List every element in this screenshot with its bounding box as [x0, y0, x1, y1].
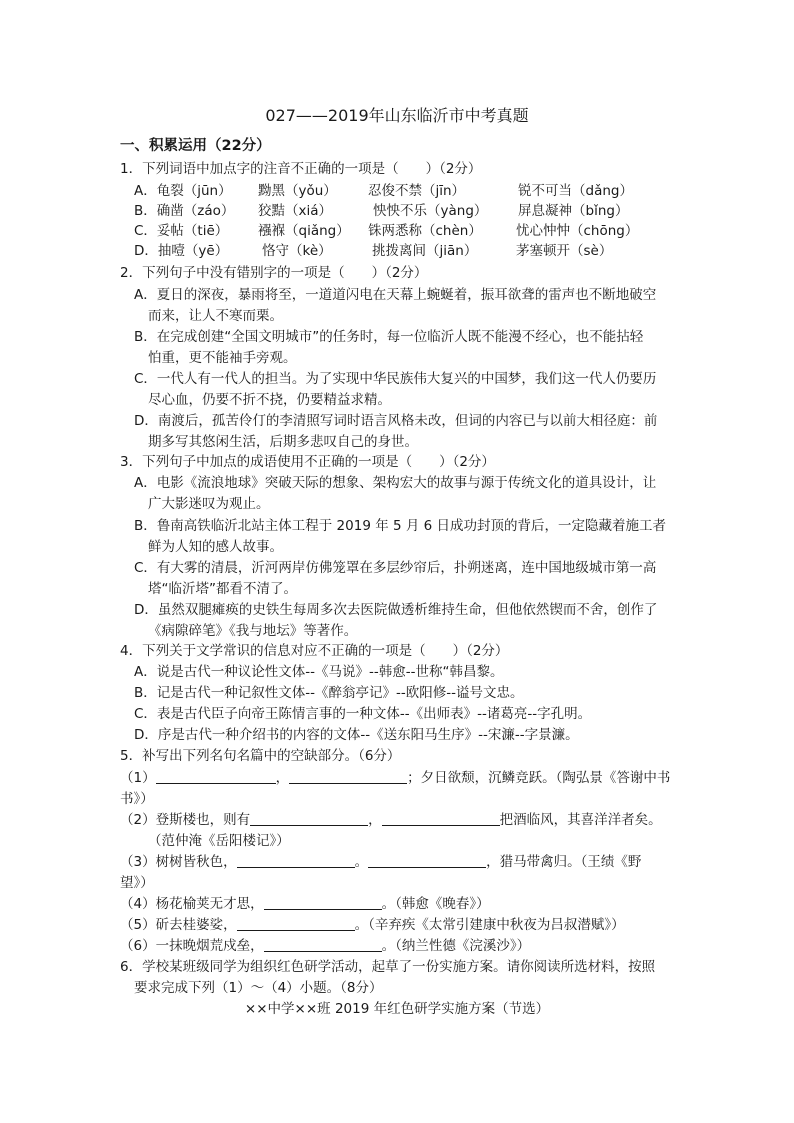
- answer-blank[interactable]: [264, 937, 382, 952]
- q1-option: B．确凿（záo）: [134, 203, 235, 219]
- q5-item-5: （5）斫去桂婆娑， 。（辛弃疾《太常引建康中秋夜为吕叔潜赋》）: [120, 917, 625, 933]
- question-4-stem: 4．下列关于文学常识的信息对应不正确的一项是（ ）（2分）: [120, 643, 509, 659]
- q3-option-d-cont: 《病隙碎笔》《我与地坛》等著作。: [148, 623, 358, 639]
- q2-option-d: D．南渡后，孤苦伶仃的李清照写词时语言风格未改，但词的内容已与以前大相径庭：前: [134, 413, 658, 429]
- question-1-stem: 1．下列词语中加点字的注音不正确的一项是（ ）（2分）: [120, 161, 482, 177]
- answer-blank[interactable]: [237, 853, 355, 868]
- question-3-stem: 3．下列句子中加点的成语使用不正确的一项是（ ）（2分）: [120, 454, 495, 470]
- plan-caption: ××中学××班 2019 年红色研学实施方案（节选）: [244, 1001, 550, 1017]
- answer-blank[interactable]: [237, 916, 355, 931]
- q1-option: 忍俊不禁（jīn）: [368, 183, 466, 199]
- q1-option: 茅塞顿开（sè）: [516, 243, 613, 259]
- q1-option: 恪守（kè）: [262, 243, 332, 259]
- q1-option: 忧心忡忡（chōng）: [516, 223, 639, 239]
- q3-option-a-cont: 广大影迷叹为观止。: [148, 496, 270, 512]
- q1-option: 黝黑（yǒu）: [258, 183, 337, 199]
- q3-option-c-cont: 塔“临沂塔”都看不清了。: [148, 581, 297, 597]
- q5-item-number: （1）: [120, 770, 156, 786]
- q2-option-c: C．一代人有一代人的担当。为了实现中华民族伟大复兴的中国梦，我们这一代人仍要历: [134, 371, 657, 387]
- q1-option: 铢两悉称（chèn）: [368, 223, 482, 239]
- q5-item-6: （6）一抹晚烟荒戍垒， 。（纳兰性德《浣溪沙》）: [120, 938, 531, 954]
- q2-option-c-cont: 尽心血，仍要不折不挠，仍要精益求精。: [148, 392, 391, 408]
- q5-item-2-cont: （范仲淹《岳阳楼记》）: [148, 833, 290, 849]
- q5-item-3-cont: 望》）: [120, 875, 154, 891]
- q1-option: C．妥帖（tiē）: [134, 223, 229, 239]
- q1-option: 狡黠（xiá）: [258, 203, 333, 219]
- answer-blank[interactable]: [156, 769, 276, 784]
- q2-option-a-cont: 而来，让人不寒而栗。: [148, 308, 283, 324]
- q1-option: 屏息凝神（bǐng）: [518, 203, 629, 219]
- section-heading: 一、积累运用（22分）: [120, 138, 271, 154]
- answer-blank[interactable]: [250, 811, 368, 826]
- q1-option: 锐不可当（dǎng）: [518, 183, 633, 199]
- answer-blank[interactable]: [382, 811, 500, 826]
- q5-item-1: （1） ， ；夕日欲颓，沉鳞竞跃。（陶弘景《答谢中书: [120, 770, 671, 786]
- q5-item-1-cont: 书》）: [120, 791, 154, 807]
- question-6-stem: 6．学校某班级同学为组织红色研学活动，起草了一份实施方案。请你阅读所选材料，按照: [120, 959, 656, 975]
- answer-blank[interactable]: [264, 895, 382, 910]
- page-title: 027——2019年山东临沂市中考真题: [265, 106, 529, 125]
- q4-option-d: D．序是古代一种介绍书的内容的文体--《送东阳马生序》--宋濂--字景濂。: [134, 727, 579, 743]
- q4-option-b: B．记是古代一种记叙性文体--《醉翁亭记》--欧阳修--谥号文忠。: [134, 685, 524, 701]
- question-5-stem: 5．补写出下列名句名篇中的空缺部分。（6分）: [120, 748, 401, 764]
- q1-option: 怏怏不乐（yàng）: [373, 203, 488, 219]
- q5-item-2: （2）登斯楼也，则有 ， 把酒临风，其喜洋洋者矣。: [120, 812, 662, 828]
- q1-option: 襁褓（qiǎng）: [258, 223, 350, 239]
- q2-option-a: A．夏日的深夜，暴雨将至，一道道闪电在天幕上蜿蜒着，振耳欲聋的雷声也不断地破空: [134, 287, 657, 303]
- q2-option-b-cont: 怕重，更不能袖手旁观。: [148, 350, 297, 366]
- q5-item-4: （4）杨花榆荚无才思， 。（韩愈《晚春》）: [120, 896, 490, 912]
- q1-option: A．龟裂（jūn）: [134, 183, 232, 199]
- q3-option-b-cont: 鲜为人知的感人故事。: [148, 539, 283, 555]
- q3-option-b: B．鲁南高铁临沂北站主体工程于 2019 年 5 月 6 日成功封顶的背后，一定隐藏着施工者: [134, 518, 667, 534]
- answer-blank[interactable]: [368, 853, 486, 868]
- q1-option: 挑拨离间（jiān）: [372, 243, 478, 259]
- question-6-stem-cont: 要求完成下列（1）～（4）小题。（8分）: [134, 980, 383, 996]
- q1-option: D．抽噎（yē）: [134, 243, 229, 259]
- q5-item-3: （3）树树皆秋色， 。 ，猎马带禽归。（王绩《野: [120, 854, 642, 870]
- q2-option-b: B．在完成创建“全国文明城市”的任务时，每一位临沂人既不能漫不经心，也不能拈轻: [134, 329, 644, 345]
- q2-option-d-cont: 期多写其悠闲生活，后期多悲叹自己的身世。: [148, 434, 418, 450]
- q3-option-a: A．电影《流浪地球》突破天际的想象、架构宏大的故事与源于传统文化的道具设计，让: [134, 475, 657, 491]
- q4-option-a: A．说是古代一种议论性文体--《马说》--韩愈--世称“韩昌黎。: [134, 664, 504, 680]
- question-2-stem: 2．下列句子中没有错别字的一项是（ ）（2分）: [120, 265, 428, 281]
- answer-blank[interactable]: [289, 769, 407, 784]
- q3-option-d: D．虽然双腿瘫痪的史铁生每周多次去医院做透析维持生命，但他依然锲而不舍，创作了: [134, 602, 658, 618]
- q3-option-c: C．有大雾的清晨，沂河两岸仿佛笼罩在多层纱帘后，扑朔迷离，连中国地级城市第一高: [134, 560, 657, 576]
- q4-option-c: C．表是古代臣子向帝王陈情言事的一种文体--《出师表》--诸葛亮--字孔明。: [134, 706, 592, 722]
